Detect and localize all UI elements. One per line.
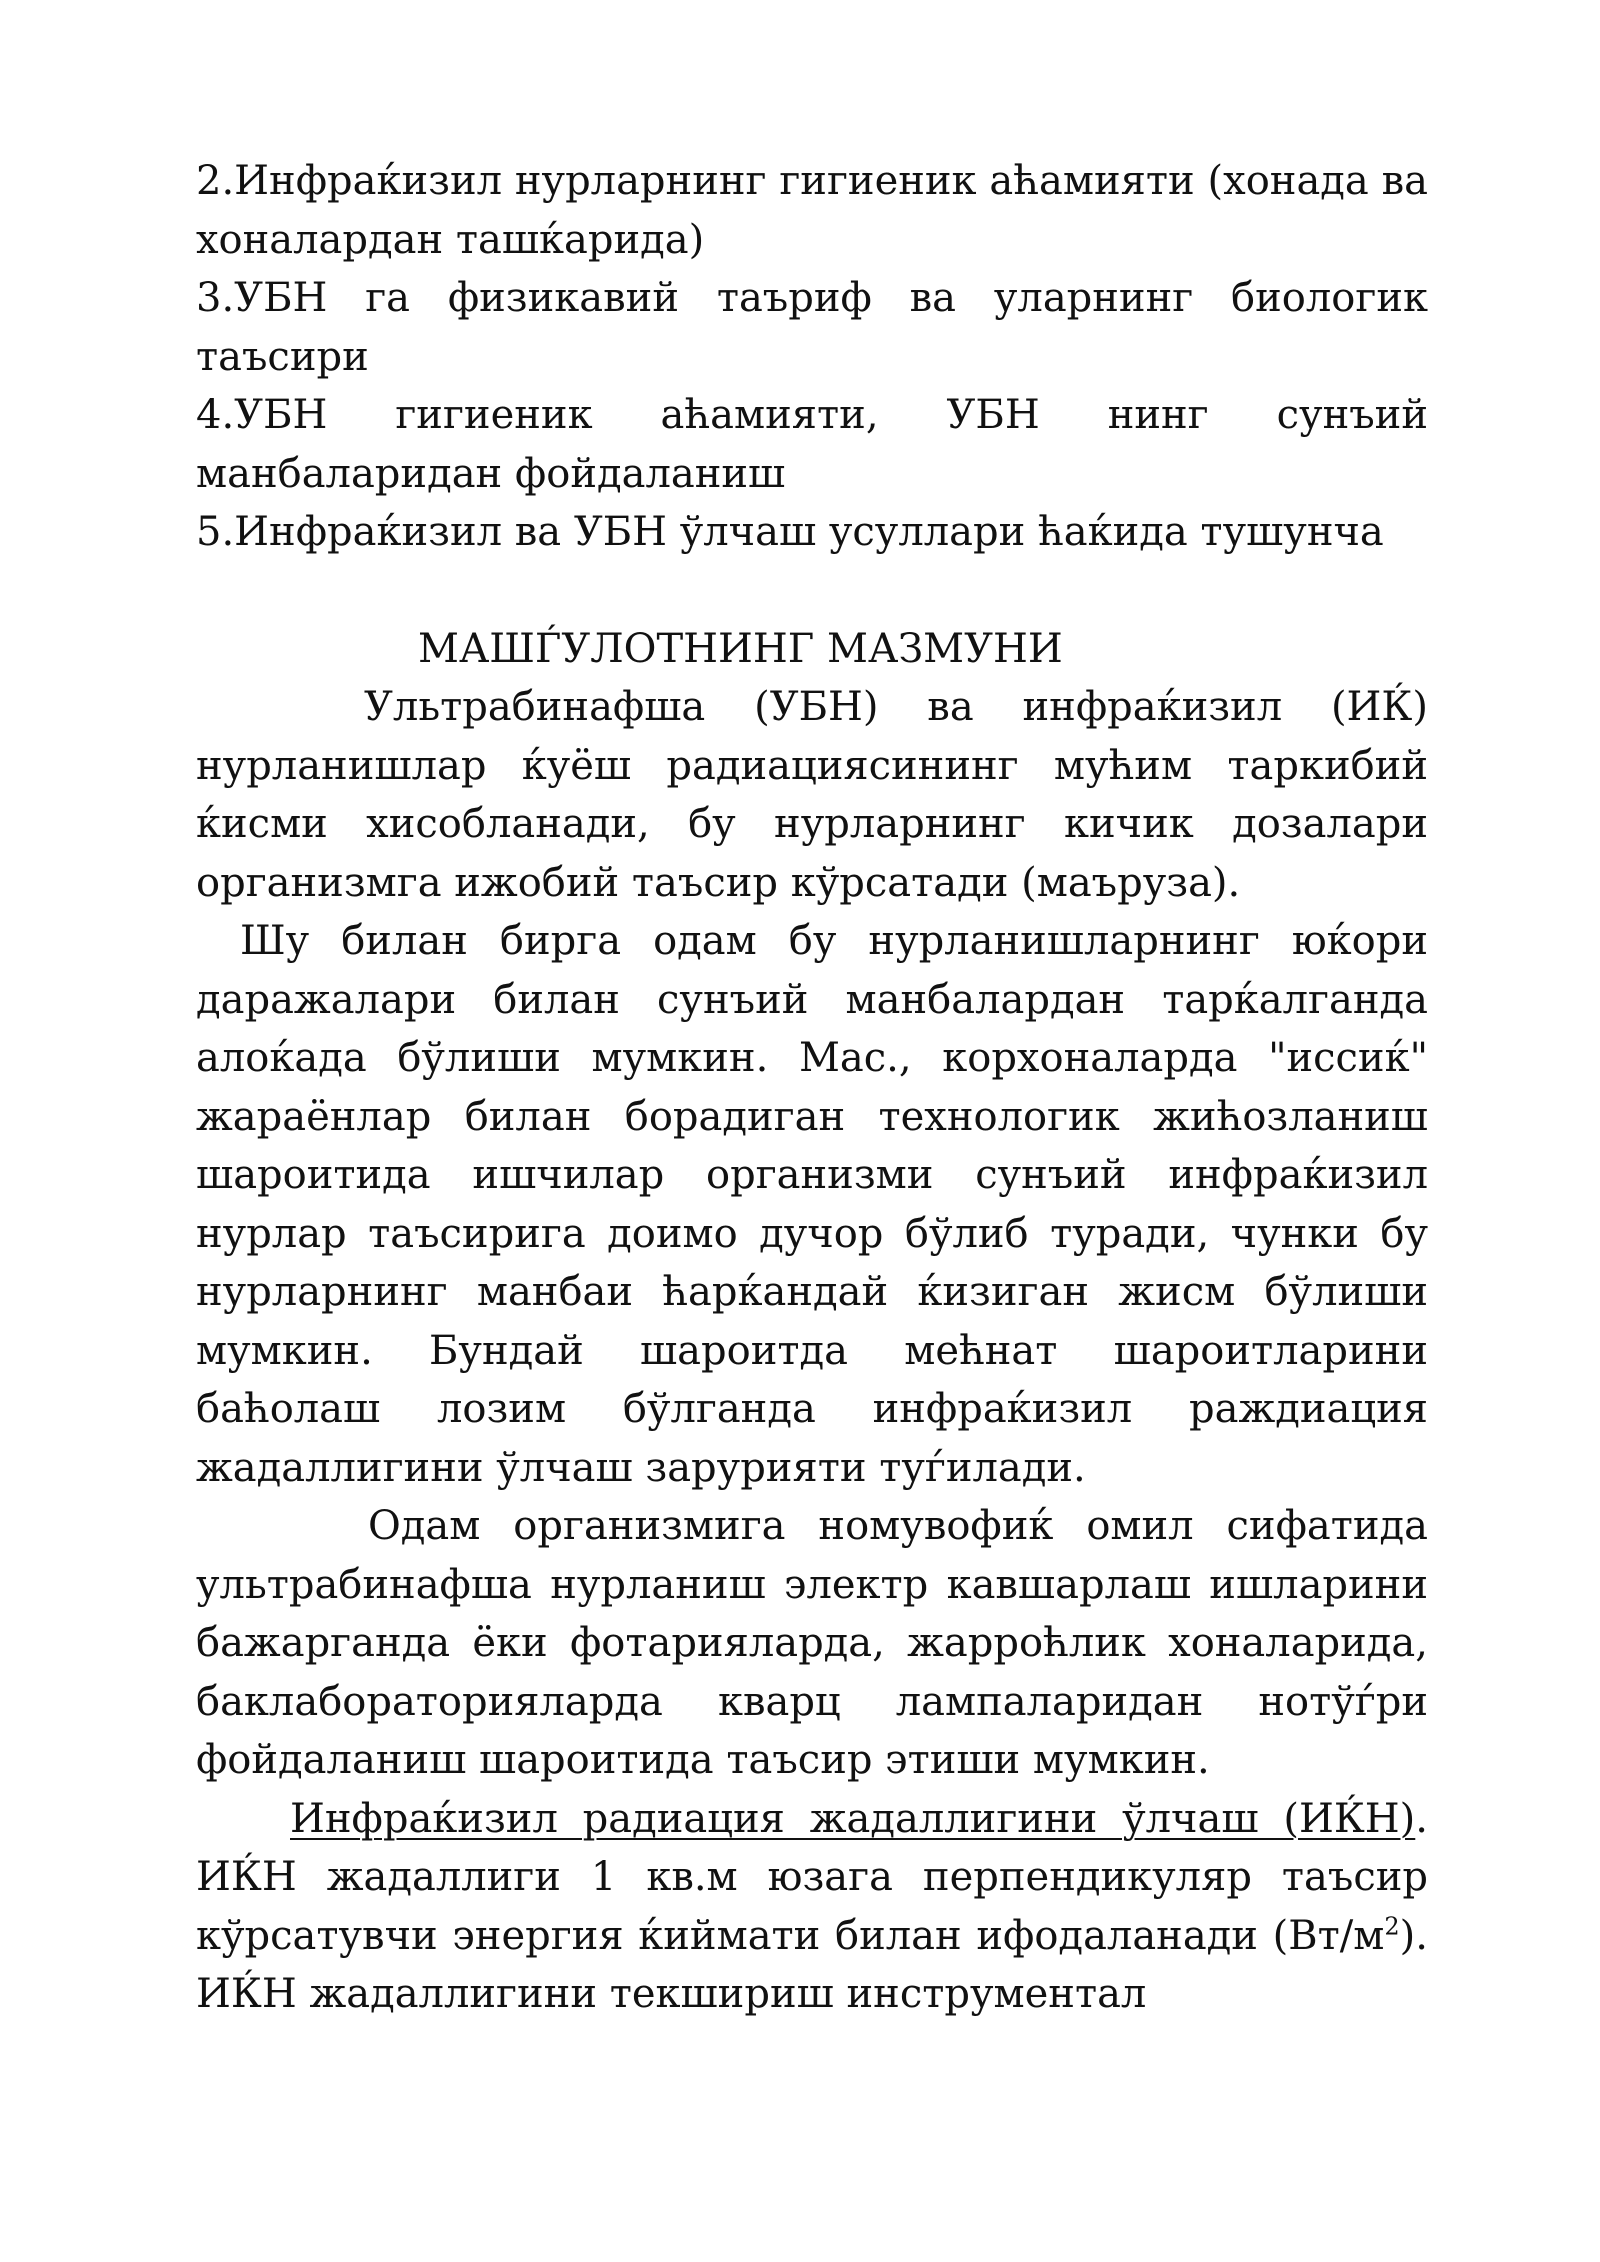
paragraph-intro: Ультрабинафша (УБН) ва инфраќизил (ИЌ) нурланишлар ќуёш радиациясининг мућим таркибий ќисми хисобланади, бу нурларнинг кичик дозалари организмга ижобий таъсир кўрсатади (маъруза). bbox=[196, 684, 1428, 906]
ir-measurement-heading: Инфраќизил радиация жадаллигини ўлчаш (ИЌН) bbox=[290, 1795, 1416, 1842]
ir-measurement-heading-end: . bbox=[1415, 1795, 1428, 1842]
paragraph-uv-exposure: Одам организмига номувофиќ омил сифатида ультрабинафша нурланиш электр кавшарлаш ишларини бажарганда ёки фотарияларда, жарроћлик хоналарида, баклабораторияларда кварц лампаларидан нотўѓри фойдаланиш шароитида таъсир этиши мумкин. bbox=[196, 1503, 1428, 1783]
ir-measurement-superscript: 2 bbox=[1384, 1912, 1400, 1941]
document-body bbox=[196, 152, 1428, 2024]
paragraph-ir-measurement bbox=[196, 1790, 1428, 2024]
list-item-4: 4.УБН гигиеник аћамияти, УБН нинг сунъий манбаларидан фойдаланиш bbox=[196, 392, 1428, 497]
ir-measurement-text-b: ). ИЌН жадаллигини текшириш инструментал bbox=[196, 1912, 1428, 2017]
section-title: МАШЃУЛОТНИНГ МАЗМУНИ bbox=[418, 625, 1063, 672]
paragraph-artificial-sources: Шу билан бирга одам бу нурланишларнинг юќори даражалари билан сунъий манбалардан тарќалганда алоќада бўлиши мумкин. Мас., корхоналарда "иссиќ" жараёнлар билан борадиган технологик жићозланиш шароитида ишчилар организми сунъий инфраќизил нурлар таъсирига доимо дучор бўлиб туради, чунки бу нурларнинг манбаи ћарќандай ќизиган жисм бўлиши мумкин. Бундай шароитда мећнат шароитларини баћолаш лозим бўлганда инфраќизил раждиация жадаллигини ўлчаш зарурияти туѓилади. bbox=[196, 918, 1428, 1491]
list-item-3: 3.УБН га физикавий таъриф ва уларнинг биологик таъсири bbox=[196, 275, 1428, 380]
ir-measurement-text-a: ИЌН жадаллиги 1 кв.м юзага перпендикуляр таъсир кўрсатувчи энергия ќиймати билан ифодаланади (Вт/м bbox=[196, 1854, 1428, 1959]
list-item-5: 5.Инфраќизил ва УБН ўлчаш усуллари ћаќида тушунча bbox=[196, 509, 1384, 555]
list-item-2: 2.Инфраќизил нурларнинг гигиеник аћамияти (хонада ва хоналардан ташќарида) bbox=[196, 158, 1428, 263]
section-spacer bbox=[196, 562, 1428, 620]
